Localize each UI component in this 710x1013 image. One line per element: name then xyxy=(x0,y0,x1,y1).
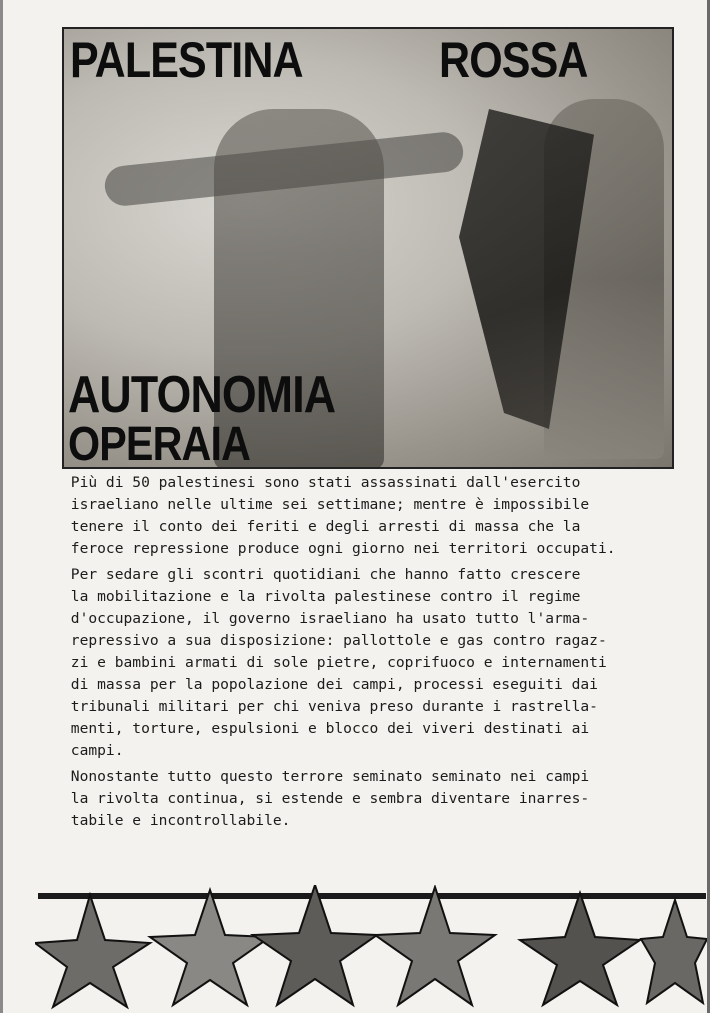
text-line: feroce repressione produce ogni giorno nei territori occupati. xyxy=(62,540,616,557)
text-line: zi e bambini armati di sole pietre, coprifuoco e internamenti xyxy=(62,654,607,671)
text-line: Nonostante tutto questo terrore seminato seminato nei campi xyxy=(62,768,590,785)
article-body xyxy=(62,472,672,836)
headline-rossa: ROSSA xyxy=(439,32,588,88)
page-edge-left xyxy=(0,0,3,1013)
paragraph-2 xyxy=(62,564,672,762)
org-name-operaia: OPERAIA xyxy=(68,418,251,469)
text-line: la rivolta continua, si estende e sembra diventare inarres- xyxy=(62,790,590,807)
text-line: tenere il conto dei feriti e degli arresti di massa che la xyxy=(62,518,581,535)
text-line: repressivo a sua disposizione: pallottole e gas contro ragaz- xyxy=(62,632,607,649)
star-icon xyxy=(35,895,150,1007)
headline-palestina: PALESTINA xyxy=(70,32,303,88)
stars-decoration xyxy=(35,885,707,1010)
star-icon xyxy=(253,885,377,1005)
star-icon xyxy=(150,890,270,1005)
paragraph-3 xyxy=(62,766,672,832)
text-line: Più di 50 palestinesi sono stati assassinati dall'esercito xyxy=(62,474,581,491)
text-line: campi. xyxy=(62,742,124,759)
paragraph-1 xyxy=(62,472,672,560)
star-icon xyxy=(375,887,495,1005)
text-line: la mobilitazione e la rivolta palestinese contro il regime xyxy=(62,588,581,605)
text-line: tabile e incontrollabile. xyxy=(62,812,291,829)
text-line: menti, torture, espulsioni e blocco dei viveri destinati ai xyxy=(62,720,590,737)
text-line: Per sedare gli scontri quotidiani che hanno fatto crescere xyxy=(62,566,581,583)
star-icon xyxy=(641,900,707,1003)
text-line: tribunali militari per chi veniva preso durante i rastrella- xyxy=(62,698,598,715)
protest-photo xyxy=(62,27,674,469)
text-line: d'occupazione, il governo israeliano ha usato tutto l'arma- xyxy=(62,610,590,627)
text-line: israeliano nelle ultime sei settimane; mentre è impossibile xyxy=(62,496,590,513)
text-line: di massa per la popolazione dei campi, processi eseguiti dai xyxy=(62,676,598,693)
org-name-autonomia: AUTONOMIA xyxy=(68,366,336,424)
star-icon xyxy=(520,893,640,1005)
